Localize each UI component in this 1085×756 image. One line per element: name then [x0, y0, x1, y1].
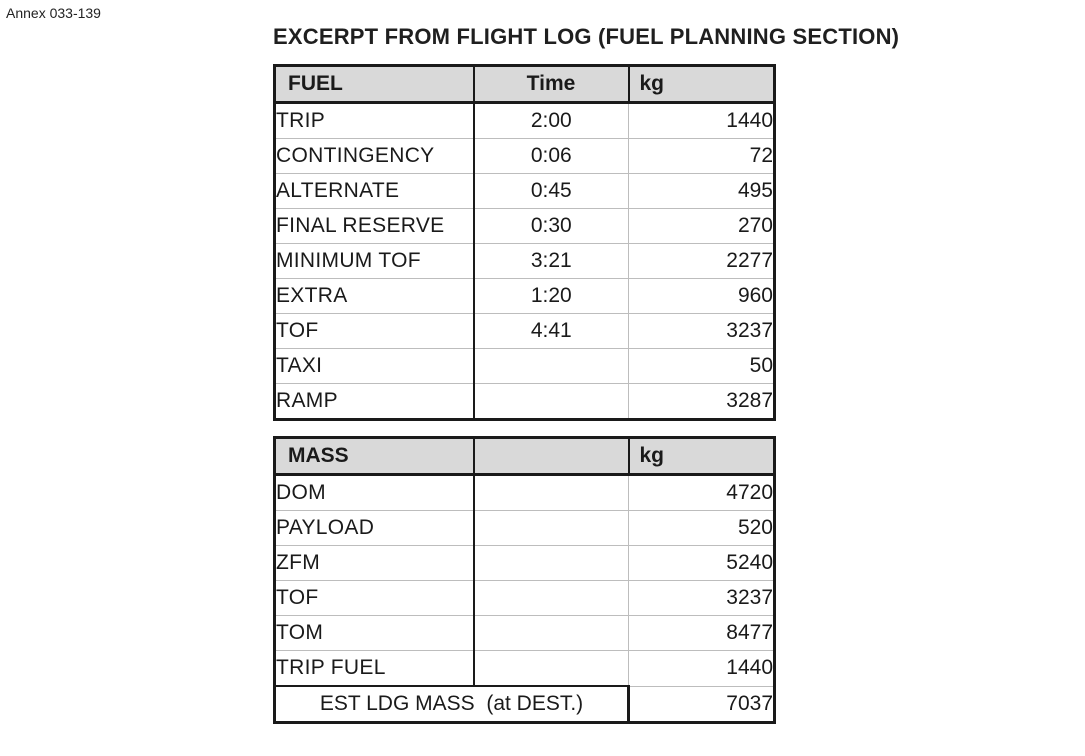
mass-row-name: DOM: [275, 475, 474, 511]
page-title: EXCERPT FROM FLIGHT LOG (FUEL PLANNING SECTION): [273, 24, 900, 49]
mass-header-kg: kg: [629, 438, 775, 475]
fuel-row-time: 0:30: [474, 209, 629, 244]
fuel-header-time: Time: [474, 66, 629, 103]
table-row: [275, 209, 775, 244]
fuel-row-name: ALTERNATE: [275, 174, 474, 209]
fuel-row-time: [474, 349, 629, 384]
fuel-row-time: [474, 384, 629, 420]
fuel-row-kg: 495: [629, 174, 775, 209]
mass-row-name: PAYLOAD: [275, 511, 474, 546]
fuel-row-kg: 72: [629, 139, 775, 174]
fuel-row-kg: 270: [629, 209, 775, 244]
fuel-row-kg: 50: [629, 349, 775, 384]
mass-row-kg: 5240: [629, 546, 775, 581]
table-row: [275, 546, 775, 581]
table-row: [275, 475, 775, 511]
fuel-row-name: TOF: [275, 314, 474, 349]
table-row: [275, 384, 775, 420]
mass-row-name: TOM: [275, 616, 474, 651]
mass-table: [273, 436, 776, 724]
fuel-row-name: TRIP: [275, 103, 474, 139]
annex-label: Annex 033-139: [6, 5, 101, 21]
fuel-row-name: EXTRA: [275, 279, 474, 314]
mass-header-row: [275, 438, 775, 475]
fuel-row-kg: 1440: [629, 103, 775, 139]
fuel-header-row: [275, 66, 775, 103]
mass-row-empty: [474, 616, 629, 651]
mass-header-empty: [474, 438, 629, 475]
mass-row-kg: 3237: [629, 581, 775, 616]
fuel-row-kg: 960: [629, 279, 775, 314]
fuel-row-time: 4:41: [474, 314, 629, 349]
fuel-row-name: CONTINGENCY: [275, 139, 474, 174]
fuel-row-name: FINAL RESERVE: [275, 209, 474, 244]
mass-row-empty: [474, 581, 629, 616]
fuel-row-time: 0:06: [474, 139, 629, 174]
mass-row-name: ZFM: [275, 546, 474, 581]
mass-row-empty: [474, 511, 629, 546]
mass-row-empty: [474, 651, 629, 687]
est-ldg-mass-value: 7037: [629, 686, 775, 723]
mass-row-kg: 1440: [629, 651, 775, 687]
fuel-row-kg: 2277: [629, 244, 775, 279]
fuel-row-time: 3:21: [474, 244, 629, 279]
table-row: [275, 314, 775, 349]
mass-row-empty: [474, 546, 629, 581]
mass-header-name: MASS: [275, 438, 474, 475]
table-row: [275, 174, 775, 209]
fuel-row-kg: 3237: [629, 314, 775, 349]
fuel-header-kg: kg: [629, 66, 775, 103]
table-row: [275, 511, 775, 546]
mass-row-kg: 520: [629, 511, 775, 546]
fuel-row-kg: 3287: [726, 389, 773, 412]
fuel-table: [273, 64, 776, 421]
table-row: [275, 139, 775, 174]
fuel-header-name: FUEL: [275, 66, 474, 103]
mass-row-kg: 8477: [629, 616, 775, 651]
table-row: [275, 616, 775, 651]
fuel-row-name: MINIMUM TOF: [275, 244, 474, 279]
est-ldg-mass-row: [275, 686, 775, 723]
fuel-row-time: 2:00: [474, 103, 629, 139]
mass-row-kg: 4720: [629, 475, 775, 511]
fuel-row-time: 1:20: [474, 279, 629, 314]
fuel-row-name: RAMP: [275, 384, 474, 420]
mass-row-name: TOF: [275, 581, 474, 616]
mass-row-empty: [474, 475, 629, 511]
est-ldg-mass-label: EST LDG MASS (at DEST.): [275, 686, 629, 723]
fuel-row-name: TAXI: [275, 349, 474, 384]
table-row: [275, 279, 775, 314]
table-row: [275, 349, 775, 384]
table-row: [275, 581, 775, 616]
table-row: [275, 244, 775, 279]
table-row: [275, 651, 775, 687]
mass-row-name: TRIP FUEL: [275, 651, 474, 687]
table-row: [275, 103, 775, 139]
fuel-row-time: 0:45: [474, 174, 629, 209]
